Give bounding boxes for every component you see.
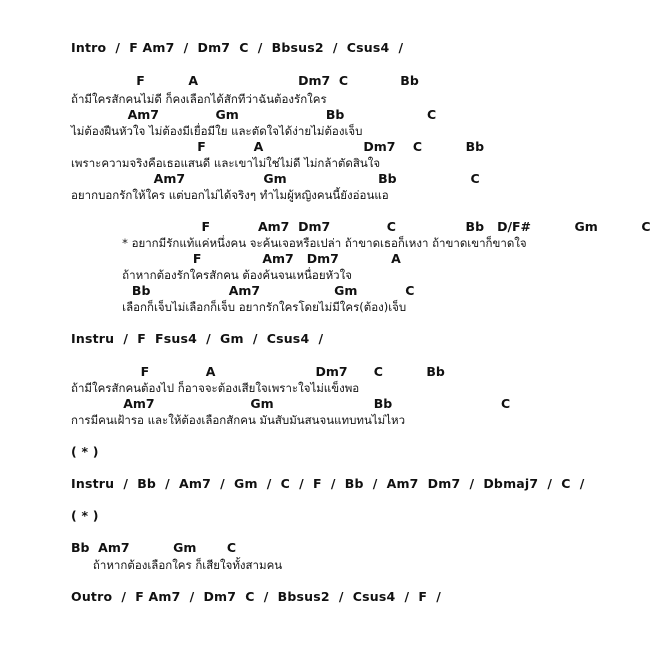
chorus-repeat-marker: ( * ) [71,444,99,459]
lyric-line: อยากบอกรักให้ใคร แต่บอกไม่ได้จริงๆ ทำไมผู้หญิงคนนี้ยังอ่อนแอ [71,188,389,202]
outro-line: Outro / F Am7 / Dm7 C / Bbsus2 / Csus4 / F / [71,589,441,604]
chord-line: F A Dm7 C Bb [71,139,485,154]
instru-line: Instru / Bb / Am7 / Gm / C / F / Bb / Am7 Dm7 / Dbmaj7 / C / [71,476,585,491]
lyric-line: การมีคนเฝ้ารอ และให้ต้องเลือกสักคน มันสับมันสนจนแทบทนไม่ไหว [71,413,406,427]
chord-line: Bb Am7 Gm C [71,540,237,555]
chorus-lyric-line: * อยากมีรักแท้แค่หนึ่งคน จะค้นเจอหรือเปล่า ถ้าขาดเธอก็เหงา ถ้าขาดเขาก็ขาดใจ [71,236,527,250]
lyric-line: ถ้ามีใครสักคนไม่ดี ก็คงเลือกได้สักทีว่าฉันต้องรักใคร [71,92,327,106]
lyric-line: ถ้ามีใครสักคนต้องไป ก็อาจจะต้องเสียใจเพราะใจไม่แข็งพอ [71,381,360,395]
lyric-line: ถ้าหากต้องเลือกใคร ก็เสียใจทั้งสามคน [71,558,283,572]
chord-line: F Am7 Dm7 C Bb D/F# Gm C [71,219,651,234]
chord-line: F A Dm7 C Bb [71,364,445,379]
chorus-lyric-line: เลือกก็เจ็บไม่เลือกก็เจ็บ อยากรักใครโดยไม่มีใคร(ต้อง)เจ็บ [71,300,407,314]
chord-line: Bb Am7 Gm C [71,283,415,298]
chord-line: Am7 Gm Bb C [71,396,511,411]
intro-line: Intro / F Am7 / Dm7 C / Bbsus2 / Csus4 / [71,40,404,55]
chord-line: Am7 Gm Bb C [71,107,437,122]
chorus-lyric-line: ถ้าหากต้องรักใครสักคน ต้องค้นจนเหนื่อยหัวใจ [71,268,352,282]
chord-line: F Am7 Dm7 A [71,251,401,266]
chord-line: F A Dm7 C Bb [71,73,419,88]
lyric-line: เพราะความจริงคือเธอแสนดี และเขาไม่ใช่ไม่ดี ไม่กล้าตัดสินใจ [71,156,381,170]
chorus-repeat-marker: ( * ) [71,508,99,523]
chord-line: Am7 Gm Bb C [71,171,480,186]
instru-line: Instru / F Fsus4 / Gm / Csus4 / [71,331,324,346]
lyric-line: ไม่ต้องฝืนหัวใจ ไม่ต้องมีเยื่อมีใย และตัดใจได้ง่ายไม่ต้องเจ็บ [71,124,363,138]
